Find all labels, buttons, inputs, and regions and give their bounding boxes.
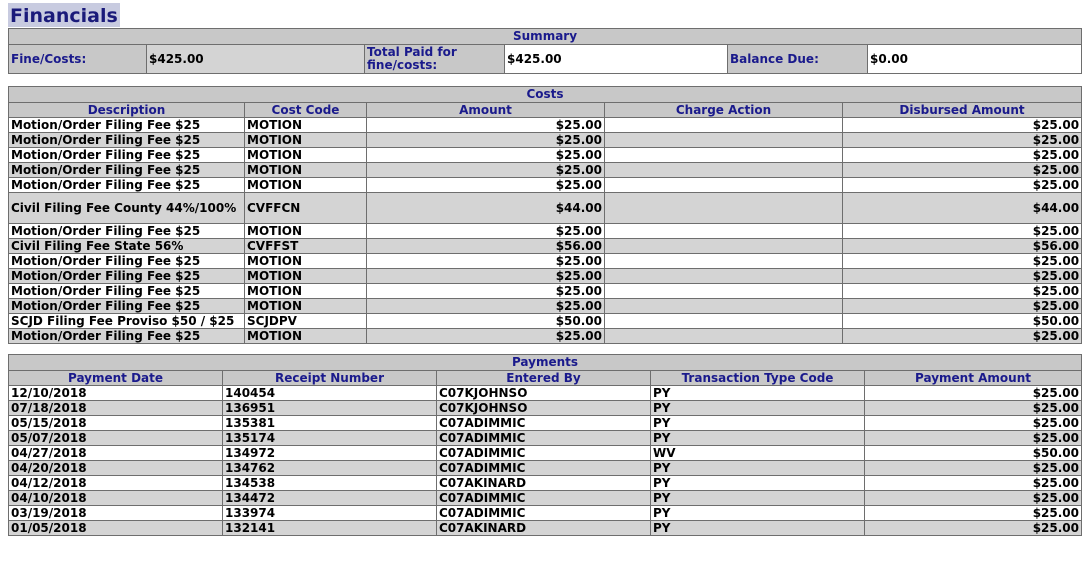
payments-section-title: Payments <box>9 355 1082 371</box>
payment-date: 04/10/2018 <box>9 491 223 506</box>
payment-entered-by: C07ADIMMIC <box>437 431 651 446</box>
cost-charge-action <box>605 329 843 344</box>
payment-receipt-number: 135381 <box>223 416 437 431</box>
payments-header-payment-amount: Payment Amount <box>865 371 1082 386</box>
payment-amount: $25.00 <box>865 386 1082 401</box>
summary-table <box>8 28 1082 74</box>
payment-entered-by: C07ADIMMIC <box>437 416 651 431</box>
costs-header-charge-action: Charge Action <box>605 103 843 118</box>
cost-description: Motion/Order Filing Fee $25 <box>9 178 245 193</box>
payments-header-receipt-number: Receipt Number <box>223 371 437 386</box>
cost-charge-action <box>605 284 843 299</box>
cost-description: Civil Filing Fee State 56% <box>9 239 245 254</box>
payment-entered-by: C07ADIMMIC <box>437 446 651 461</box>
payment-amount: $25.00 <box>865 431 1082 446</box>
cost-disbursed-amount: $25.00 <box>843 284 1082 299</box>
cost-amount: $25.00 <box>367 133 605 148</box>
payment-transaction-type: PY <box>651 476 865 491</box>
balance-due-label: Balance Due: <box>728 45 868 74</box>
cost-code: MOTION <box>245 178 367 193</box>
payment-receipt-number: 133974 <box>223 506 437 521</box>
payment-row <box>9 431 1082 446</box>
cost-amount: $25.00 <box>367 254 605 269</box>
payment-transaction-type: PY <box>651 386 865 401</box>
cost-description: Motion/Order Filing Fee $25 <box>9 299 245 314</box>
total-paid-value: $425.00 <box>505 45 728 74</box>
payments-header-payment-date: Payment Date <box>9 371 223 386</box>
payment-row <box>9 386 1082 401</box>
payments-table <box>8 354 1082 536</box>
cost-description: Motion/Order Filing Fee $25 <box>9 284 245 299</box>
cost-amount: $25.00 <box>367 148 605 163</box>
cost-row <box>9 224 1082 239</box>
payment-receipt-number: 140454 <box>223 386 437 401</box>
payment-amount: $25.00 <box>865 461 1082 476</box>
payment-transaction-type: WV <box>651 446 865 461</box>
cost-description: Motion/Order Filing Fee $25 <box>9 329 245 344</box>
payment-row <box>9 416 1082 431</box>
cost-amount: $25.00 <box>367 118 605 133</box>
payment-row <box>9 521 1082 536</box>
cost-amount: $56.00 <box>367 239 605 254</box>
cost-disbursed-amount: $25.00 <box>843 224 1082 239</box>
fine-costs-value: $425.00 <box>147 45 365 74</box>
cost-code: MOTION <box>245 254 367 269</box>
cost-row <box>9 193 1082 224</box>
payment-transaction-type: PY <box>651 506 865 521</box>
cost-amount: $25.00 <box>367 163 605 178</box>
cost-charge-action <box>605 118 843 133</box>
payment-entered-by: C07KJOHNSO <box>437 401 651 416</box>
cost-description: Motion/Order Filing Fee $25 <box>9 254 245 269</box>
payment-amount: $25.00 <box>865 491 1082 506</box>
cost-code: MOTION <box>245 118 367 133</box>
cost-code: MOTION <box>245 329 367 344</box>
cost-code: MOTION <box>245 284 367 299</box>
summary-section-title: Summary <box>9 29 1082 45</box>
cost-charge-action <box>605 314 843 329</box>
cost-charge-action <box>605 133 843 148</box>
payment-receipt-number: 136951 <box>223 401 437 416</box>
payments-header-transaction-type: Transaction Type Code <box>651 371 865 386</box>
payment-row <box>9 476 1082 491</box>
cost-description: Motion/Order Filing Fee $25 <box>9 133 245 148</box>
cost-charge-action <box>605 224 843 239</box>
cost-description: Motion/Order Filing Fee $25 <box>9 118 245 133</box>
payment-date: 01/05/2018 <box>9 521 223 536</box>
cost-row <box>9 284 1082 299</box>
cost-charge-action <box>605 178 843 193</box>
cost-disbursed-amount: $25.00 <box>843 133 1082 148</box>
cost-charge-action <box>605 148 843 163</box>
payment-amount: $25.00 <box>865 521 1082 536</box>
cost-disbursed-amount: $25.00 <box>843 269 1082 284</box>
payment-amount: $25.00 <box>865 416 1082 431</box>
payment-row <box>9 401 1082 416</box>
payment-date: 04/20/2018 <box>9 461 223 476</box>
cost-disbursed-amount: $25.00 <box>843 163 1082 178</box>
costs-header-description: Description <box>9 103 245 118</box>
cost-charge-action <box>605 163 843 178</box>
costs-section-title: Costs <box>9 87 1082 103</box>
cost-row <box>9 269 1082 284</box>
cost-amount: $44.00 <box>367 193 605 224</box>
payment-entered-by: C07AKINARD <box>437 521 651 536</box>
cost-disbursed-amount: $25.00 <box>843 178 1082 193</box>
payment-receipt-number: 134538 <box>223 476 437 491</box>
costs-table <box>8 86 1082 344</box>
payment-entered-by: C07ADIMMIC <box>437 461 651 476</box>
payment-row <box>9 491 1082 506</box>
cost-description: Motion/Order Filing Fee $25 <box>9 163 245 178</box>
cost-row <box>9 254 1082 269</box>
cost-code: CVFFST <box>245 239 367 254</box>
cost-code: MOTION <box>245 269 367 284</box>
cost-amount: $25.00 <box>367 284 605 299</box>
payment-date: 05/15/2018 <box>9 416 223 431</box>
payment-row <box>9 446 1082 461</box>
payment-receipt-number: 134472 <box>223 491 437 506</box>
cost-row <box>9 148 1082 163</box>
cost-description: Motion/Order Filing Fee $25 <box>9 224 245 239</box>
cost-code: MOTION <box>245 133 367 148</box>
cost-amount: $25.00 <box>367 178 605 193</box>
payment-date: 12/10/2018 <box>9 386 223 401</box>
cost-charge-action <box>605 239 843 254</box>
payment-date: 03/19/2018 <box>9 506 223 521</box>
payment-transaction-type: PY <box>651 491 865 506</box>
cost-code: SCJDPV <box>245 314 367 329</box>
cost-amount: $25.00 <box>367 299 605 314</box>
cost-row <box>9 329 1082 344</box>
cost-charge-action <box>605 193 843 224</box>
payment-entered-by: C07ADIMMIC <box>437 506 651 521</box>
cost-row <box>9 314 1082 329</box>
cost-charge-action <box>605 254 843 269</box>
payment-date: 07/18/2018 <box>9 401 223 416</box>
cost-row <box>9 299 1082 314</box>
payment-receipt-number: 134972 <box>223 446 437 461</box>
cost-row <box>9 133 1082 148</box>
cost-code: MOTION <box>245 224 367 239</box>
cost-description: SCJD Filing Fee Proviso $50 / $25 <box>9 314 245 329</box>
cost-disbursed-amount: $25.00 <box>843 148 1082 163</box>
cost-description: Civil Filing Fee County 44%/100% <box>9 193 245 224</box>
payment-date: 04/12/2018 <box>9 476 223 491</box>
payment-transaction-type: PY <box>651 521 865 536</box>
cost-charge-action <box>605 269 843 284</box>
payment-entered-by: C07AKINARD <box>437 476 651 491</box>
payments-header-entered-by: Entered By <box>437 371 651 386</box>
page-title: Financials <box>10 5 118 27</box>
payment-receipt-number: 132141 <box>223 521 437 536</box>
costs-header-cost-code: Cost Code <box>245 103 367 118</box>
cost-description: Motion/Order Filing Fee $25 <box>9 269 245 284</box>
payment-date: 04/27/2018 <box>9 446 223 461</box>
payment-transaction-type: PY <box>651 401 865 416</box>
fine-costs-label: Fine/Costs: <box>9 45 147 74</box>
costs-header-amount: Amount <box>367 103 605 118</box>
cost-code: CVFFCN <box>245 193 367 224</box>
cost-amount: $50.00 <box>367 314 605 329</box>
cost-disbursed-amount: $25.00 <box>843 299 1082 314</box>
cost-disbursed-amount: $25.00 <box>843 329 1082 344</box>
cost-code: MOTION <box>245 163 367 178</box>
cost-disbursed-amount: $56.00 <box>843 239 1082 254</box>
payment-amount: $25.00 <box>865 476 1082 491</box>
payment-receipt-number: 135174 <box>223 431 437 446</box>
payment-row <box>9 461 1082 476</box>
costs-header-disbursed-amount: Disbursed Amount <box>843 103 1082 118</box>
payment-amount: $50.00 <box>865 446 1082 461</box>
cost-amount: $25.00 <box>367 329 605 344</box>
cost-code: MOTION <box>245 299 367 314</box>
payment-date: 05/07/2018 <box>9 431 223 446</box>
payment-row <box>9 506 1082 521</box>
balance-due-value: $0.00 <box>868 45 1082 74</box>
payment-entered-by: C07ADIMMIC <box>437 491 651 506</box>
payment-entered-by: C07KJOHNSO <box>437 386 651 401</box>
payment-amount: $25.00 <box>865 506 1082 521</box>
cost-description: Motion/Order Filing Fee $25 <box>9 148 245 163</box>
payment-amount: $25.00 <box>865 401 1082 416</box>
cost-amount: $25.00 <box>367 224 605 239</box>
cost-row <box>9 163 1082 178</box>
cost-disbursed-amount: $25.00 <box>843 254 1082 269</box>
payment-transaction-type: PY <box>651 416 865 431</box>
cost-row <box>9 118 1082 133</box>
payment-transaction-type: PY <box>651 461 865 476</box>
cost-amount: $25.00 <box>367 269 605 284</box>
cost-code: MOTION <box>245 148 367 163</box>
cost-disbursed-amount: $44.00 <box>843 193 1082 224</box>
cost-row <box>9 239 1082 254</box>
cost-disbursed-amount: $50.00 <box>843 314 1082 329</box>
cost-charge-action <box>605 299 843 314</box>
cost-disbursed-amount: $25.00 <box>843 118 1082 133</box>
cost-row <box>9 178 1082 193</box>
total-paid-label: Total Paid for fine/costs: <box>365 45 505 74</box>
payment-transaction-type: PY <box>651 431 865 446</box>
payment-receipt-number: 134762 <box>223 461 437 476</box>
